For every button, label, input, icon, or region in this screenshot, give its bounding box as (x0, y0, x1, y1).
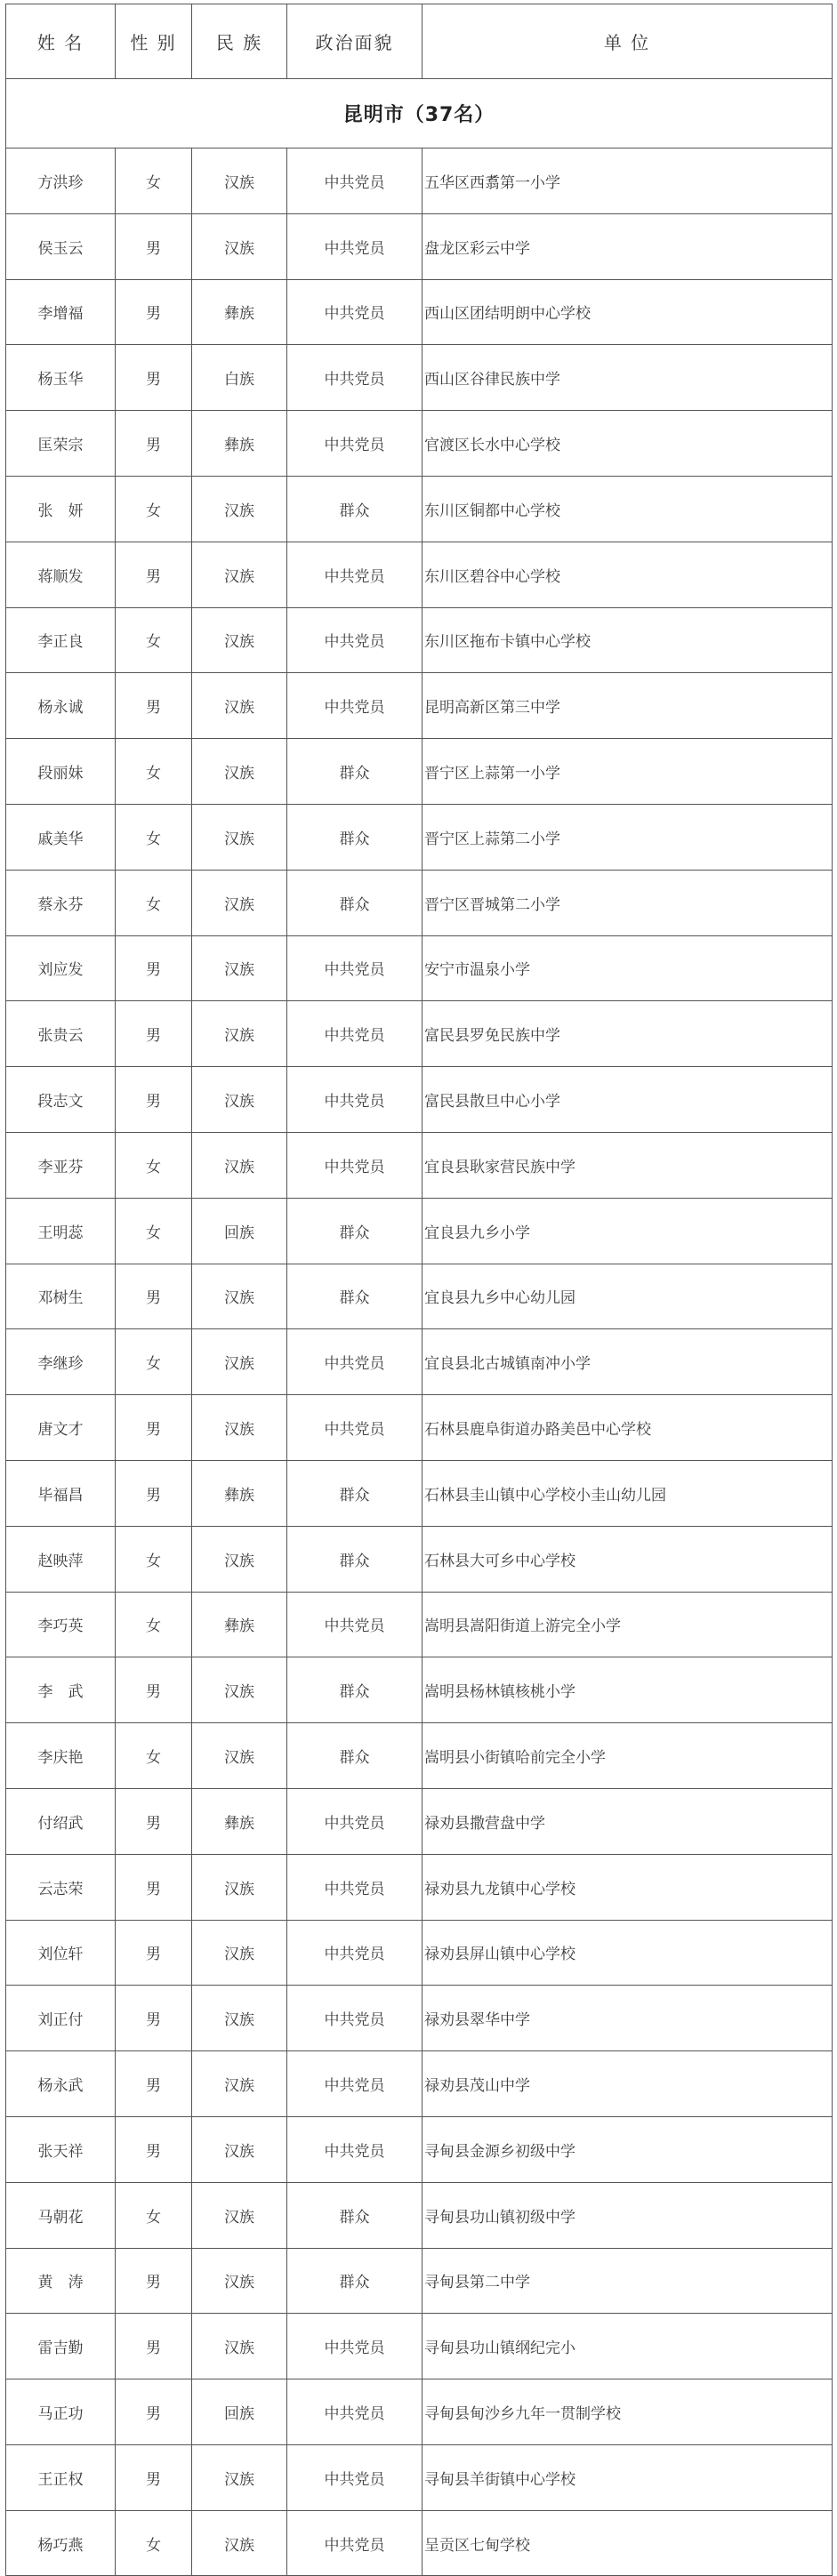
cell-gender: 男 (116, 2116, 192, 2182)
cell-name: 戚美华 (6, 804, 116, 870)
cell-unit: 晋宁区上蒜第一小学 (423, 739, 833, 805)
cell-political-status: 中共党员 (287, 1920, 423, 1986)
cell-ethnicity: 汉族 (192, 935, 287, 1001)
cell-political-status: 中共党员 (287, 279, 423, 345)
table-row (6, 279, 833, 345)
header-ethnicity: 民 族 (192, 4, 287, 79)
cell-name: 李庆艳 (6, 1723, 116, 1789)
cell-unit: 昆明高新区第三中学 (423, 673, 833, 739)
cell-ethnicity: 汉族 (192, 739, 287, 805)
cell-political-status: 群众 (287, 804, 423, 870)
table-row (6, 2314, 833, 2379)
cell-ethnicity: 汉族 (192, 1526, 287, 1592)
cell-unit: 东川区拖布卡镇中心学校 (423, 607, 833, 673)
cell-gender: 男 (116, 1986, 192, 2051)
cell-political-status: 群众 (287, 476, 423, 542)
cell-gender: 女 (116, 1592, 192, 1657)
cell-ethnicity: 回族 (192, 2379, 287, 2445)
cell-name: 马朝花 (6, 2182, 116, 2248)
cell-ethnicity: 汉族 (192, 607, 287, 673)
cell-name: 侯玉云 (6, 213, 116, 279)
cell-unit: 禄劝县屏山镇中心学校 (423, 1920, 833, 1986)
cell-political-status: 中共党员 (287, 1395, 423, 1461)
cell-gender: 男 (116, 1264, 192, 1329)
table-row (6, 1329, 833, 1395)
cell-political-status: 中共党员 (287, 673, 423, 739)
cell-name: 蔡永芬 (6, 870, 116, 935)
cell-ethnicity: 汉族 (192, 1329, 287, 1395)
cell-ethnicity: 汉族 (192, 1920, 287, 1986)
cell-name: 杨永诚 (6, 673, 116, 739)
cell-political-status: 群众 (287, 870, 423, 935)
cell-name: 李亚芬 (6, 1132, 116, 1198)
table-row (6, 2051, 833, 2117)
cell-ethnicity: 白族 (192, 345, 287, 411)
cell-political-status: 群众 (287, 1460, 423, 1526)
cell-name: 匡荣宗 (6, 411, 116, 477)
cell-unit: 宜良县耿家营民族中学 (423, 1132, 833, 1198)
cell-political-status: 中共党员 (287, 1592, 423, 1657)
cell-ethnicity: 彝族 (192, 411, 287, 477)
cell-gender: 男 (116, 1395, 192, 1461)
cell-unit: 东川区铜都中心学校 (423, 476, 833, 542)
cell-ethnicity: 汉族 (192, 1986, 287, 2051)
cell-name: 雷吉勤 (6, 2314, 116, 2379)
region-title: 昆明市（37名） (6, 79, 833, 148)
header-political-status: 政治面貌 (287, 4, 423, 79)
cell-ethnicity: 汉族 (192, 804, 287, 870)
cell-name: 杨巧燕 (6, 2510, 116, 2576)
cell-unit: 安宁市温泉小学 (423, 935, 833, 1001)
cell-unit: 东川区碧谷中心学校 (423, 542, 833, 607)
cell-ethnicity: 彝族 (192, 1788, 287, 1854)
cell-political-status: 中共党员 (287, 411, 423, 477)
cell-unit: 晋宁区晋城第二小学 (423, 870, 833, 935)
cell-ethnicity: 汉族 (192, 1001, 287, 1067)
header-name: 姓 名 (6, 4, 116, 79)
cell-name: 黄 涛 (6, 2248, 116, 2314)
cell-gender: 女 (116, 2182, 192, 2248)
cell-unit: 禄劝县茂山中学 (423, 2051, 833, 2117)
cell-gender: 男 (116, 1001, 192, 1067)
cell-unit: 石林县圭山镇中心学校小圭山幼儿园 (423, 1460, 833, 1526)
table-row (6, 1788, 833, 1854)
cell-name: 唐文才 (6, 1395, 116, 1461)
cell-political-status: 中共党员 (287, 2510, 423, 2576)
cell-political-status: 群众 (287, 1723, 423, 1789)
cell-political-status: 中共党员 (287, 148, 423, 214)
cell-ethnicity: 汉族 (192, 1854, 287, 1920)
cell-ethnicity: 汉族 (192, 673, 287, 739)
cell-ethnicity: 汉族 (192, 1067, 287, 1133)
cell-ethnicity: 汉族 (192, 2444, 287, 2510)
cell-gender: 男 (116, 1788, 192, 1854)
cell-political-status: 中共党员 (287, 935, 423, 1001)
cell-unit: 富民县散旦中心小学 (423, 1067, 833, 1133)
cell-unit: 西山区团结明朗中心学校 (423, 279, 833, 345)
table-row (6, 1723, 833, 1789)
cell-name: 张天祥 (6, 2116, 116, 2182)
cell-unit: 寻甸县金源乡初级中学 (423, 2116, 833, 2182)
cell-name: 李正良 (6, 607, 116, 673)
cell-unit: 嵩明县嵩阳街道上游完全小学 (423, 1592, 833, 1657)
cell-gender: 女 (116, 1132, 192, 1198)
table-row (6, 1198, 833, 1264)
cell-unit: 宜良县九乡小学 (423, 1198, 833, 1264)
cell-name: 赵映萍 (6, 1526, 116, 1592)
table-row (6, 2379, 833, 2445)
cell-gender: 男 (116, 542, 192, 607)
table-row (6, 476, 833, 542)
cell-unit: 西山区谷律民族中学 (423, 345, 833, 411)
cell-political-status: 中共党员 (287, 2314, 423, 2379)
cell-political-status: 中共党员 (287, 1329, 423, 1395)
table-row (6, 1854, 833, 1920)
cell-ethnicity: 汉族 (192, 2510, 287, 2576)
cell-name: 王明蕊 (6, 1198, 116, 1264)
table-row (6, 2510, 833, 2576)
cell-political-status: 群众 (287, 2182, 423, 2248)
table-row (6, 2116, 833, 2182)
cell-ethnicity: 汉族 (192, 870, 287, 935)
cell-gender: 女 (116, 870, 192, 935)
cell-ethnicity: 汉族 (192, 148, 287, 214)
cell-political-status: 群众 (287, 739, 423, 805)
cell-unit: 富民县罗免民族中学 (423, 1001, 833, 1067)
cell-gender: 男 (116, 279, 192, 345)
table-row (6, 1001, 833, 1067)
cell-political-status: 中共党员 (287, 2444, 423, 2510)
cell-political-status: 中共党员 (287, 2379, 423, 2445)
cell-name: 李巧英 (6, 1592, 116, 1657)
cell-unit: 嵩明县小街镇哈前完全小学 (423, 1723, 833, 1789)
cell-political-status: 群众 (287, 1264, 423, 1329)
cell-name: 刘正付 (6, 1986, 116, 2051)
table-row (6, 148, 833, 214)
table-row (6, 935, 833, 1001)
cell-political-status: 群众 (287, 1198, 423, 1264)
cell-name: 张贵云 (6, 1001, 116, 1067)
cell-name: 王正权 (6, 2444, 116, 2510)
cell-political-status: 中共党员 (287, 1132, 423, 1198)
cell-gender: 女 (116, 607, 192, 673)
table-row (6, 1460, 833, 1526)
table-row (6, 1657, 833, 1723)
region-row (6, 79, 833, 148)
cell-gender: 男 (116, 2051, 192, 2117)
cell-unit: 石林县大可乡中心学校 (423, 1526, 833, 1592)
table-row (6, 411, 833, 477)
cell-gender: 女 (116, 1723, 192, 1789)
cell-ethnicity: 汉族 (192, 1395, 287, 1461)
cell-political-status: 中共党员 (287, 345, 423, 411)
cell-unit: 嵩明县杨林镇核桃小学 (423, 1657, 833, 1723)
table-row (6, 739, 833, 805)
cell-political-status: 中共党员 (287, 1067, 423, 1133)
table-row (6, 542, 833, 607)
cell-ethnicity: 回族 (192, 1198, 287, 1264)
cell-name: 付绍武 (6, 1788, 116, 1854)
cell-unit: 官渡区长水中心学校 (423, 411, 833, 477)
cell-name: 杨玉华 (6, 345, 116, 411)
cell-gender: 男 (116, 1657, 192, 1723)
cell-gender: 男 (116, 1920, 192, 1986)
table-header (6, 4, 833, 79)
cell-name: 张 妍 (6, 476, 116, 542)
cell-political-status: 中共党员 (287, 1854, 423, 1920)
table-row (6, 2182, 833, 2248)
table-row (6, 607, 833, 673)
table-row (6, 870, 833, 935)
cell-gender: 男 (116, 2314, 192, 2379)
cell-unit: 晋宁区上蒜第二小学 (423, 804, 833, 870)
cell-ethnicity: 彝族 (192, 1460, 287, 1526)
cell-ethnicity: 汉族 (192, 1657, 287, 1723)
header-unit: 单 位 (423, 4, 833, 79)
cell-unit: 盘龙区彩云中学 (423, 213, 833, 279)
table-row (6, 1526, 833, 1592)
cell-name: 蒋顺发 (6, 542, 116, 607)
cell-ethnicity: 汉族 (192, 476, 287, 542)
table-row (6, 2444, 833, 2510)
cell-gender: 女 (116, 739, 192, 805)
cell-name: 李增福 (6, 279, 116, 345)
cell-gender: 女 (116, 1329, 192, 1395)
cell-gender: 男 (116, 1460, 192, 1526)
cell-ethnicity: 汉族 (192, 213, 287, 279)
cell-ethnicity: 汉族 (192, 2051, 287, 2117)
cell-name: 刘应发 (6, 935, 116, 1001)
cell-unit: 宜良县九乡中心幼儿园 (423, 1264, 833, 1329)
cell-political-status: 群众 (287, 2248, 423, 2314)
table-row (6, 1067, 833, 1133)
cell-ethnicity: 汉族 (192, 1264, 287, 1329)
cell-unit: 寻甸县甸沙乡九年一贯制学校 (423, 2379, 833, 2445)
cell-gender: 男 (116, 673, 192, 739)
cell-name: 毕福昌 (6, 1460, 116, 1526)
cell-unit: 寻甸县第二中学 (423, 2248, 833, 2314)
cell-gender: 男 (116, 2444, 192, 2510)
cell-ethnicity: 彝族 (192, 279, 287, 345)
cell-name: 马正功 (6, 2379, 116, 2445)
cell-unit: 禄劝县九龙镇中心学校 (423, 1854, 833, 1920)
cell-gender: 女 (116, 1526, 192, 1592)
table-row (6, 804, 833, 870)
cell-political-status: 中共党员 (287, 2051, 423, 2117)
cell-gender: 女 (116, 476, 192, 542)
cell-unit: 石林县鹿阜街道办路美邑中心学校 (423, 1395, 833, 1461)
table-row (6, 673, 833, 739)
cell-gender: 女 (116, 148, 192, 214)
table-row (6, 1592, 833, 1657)
cell-political-status: 群众 (287, 1657, 423, 1723)
cell-name: 李 武 (6, 1657, 116, 1723)
cell-name: 段志文 (6, 1067, 116, 1133)
cell-gender: 男 (116, 213, 192, 279)
cell-ethnicity: 汉族 (192, 1132, 287, 1198)
cell-gender: 女 (116, 1198, 192, 1264)
cell-gender: 男 (116, 1854, 192, 1920)
cell-political-status: 中共党员 (287, 213, 423, 279)
cell-unit: 寻甸县功山镇初级中学 (423, 2182, 833, 2248)
cell-gender: 男 (116, 1067, 192, 1133)
cell-gender: 男 (116, 935, 192, 1001)
cell-ethnicity: 汉族 (192, 542, 287, 607)
cell-gender: 男 (116, 411, 192, 477)
cell-name: 段丽妹 (6, 739, 116, 805)
cell-name: 李继珍 (6, 1329, 116, 1395)
cell-name: 刘位轩 (6, 1920, 116, 1986)
cell-name: 杨永武 (6, 2051, 116, 2117)
cell-unit: 宜良县北古城镇南冲小学 (423, 1329, 833, 1395)
table-row (6, 1920, 833, 1986)
cell-political-status: 中共党员 (287, 607, 423, 673)
cell-unit: 寻甸县功山镇纲纪完小 (423, 2314, 833, 2379)
cell-gender: 男 (116, 345, 192, 411)
cell-ethnicity: 汉族 (192, 2182, 287, 2248)
cell-unit: 呈贡区七甸学校 (423, 2510, 833, 2576)
cell-political-status: 中共党员 (287, 1986, 423, 2051)
cell-ethnicity: 汉族 (192, 2248, 287, 2314)
table-row (6, 1132, 833, 1198)
cell-gender: 女 (116, 804, 192, 870)
cell-unit: 五华区西翥第一小学 (423, 148, 833, 214)
cell-political-status: 中共党员 (287, 1788, 423, 1854)
cell-gender: 男 (116, 2248, 192, 2314)
cell-name: 邓树生 (6, 1264, 116, 1329)
cell-name: 方洪珍 (6, 148, 116, 214)
cell-political-status: 群众 (287, 1526, 423, 1592)
cell-name: 云志荣 (6, 1854, 116, 1920)
cell-gender: 男 (116, 2379, 192, 2445)
table-row (6, 213, 833, 279)
cell-ethnicity: 彝族 (192, 1592, 287, 1657)
cell-ethnicity: 汉族 (192, 2116, 287, 2182)
honoree-table (5, 4, 833, 2576)
header-gender: 性 别 (116, 4, 192, 79)
cell-unit: 寻甸县羊街镇中心学校 (423, 2444, 833, 2510)
table-row (6, 1395, 833, 1461)
table-row (6, 2248, 833, 2314)
table-row (6, 345, 833, 411)
table-row (6, 1986, 833, 2051)
cell-gender: 女 (116, 2510, 192, 2576)
cell-unit: 禄劝县撒营盘中学 (423, 1788, 833, 1854)
cell-political-status: 中共党员 (287, 542, 423, 607)
table-row (6, 1264, 833, 1329)
cell-unit: 禄劝县翠华中学 (423, 1986, 833, 2051)
cell-ethnicity: 汉族 (192, 2314, 287, 2379)
table-body (6, 79, 833, 2576)
cell-political-status: 中共党员 (287, 2116, 423, 2182)
cell-political-status: 中共党员 (287, 1001, 423, 1067)
cell-ethnicity: 汉族 (192, 1723, 287, 1789)
